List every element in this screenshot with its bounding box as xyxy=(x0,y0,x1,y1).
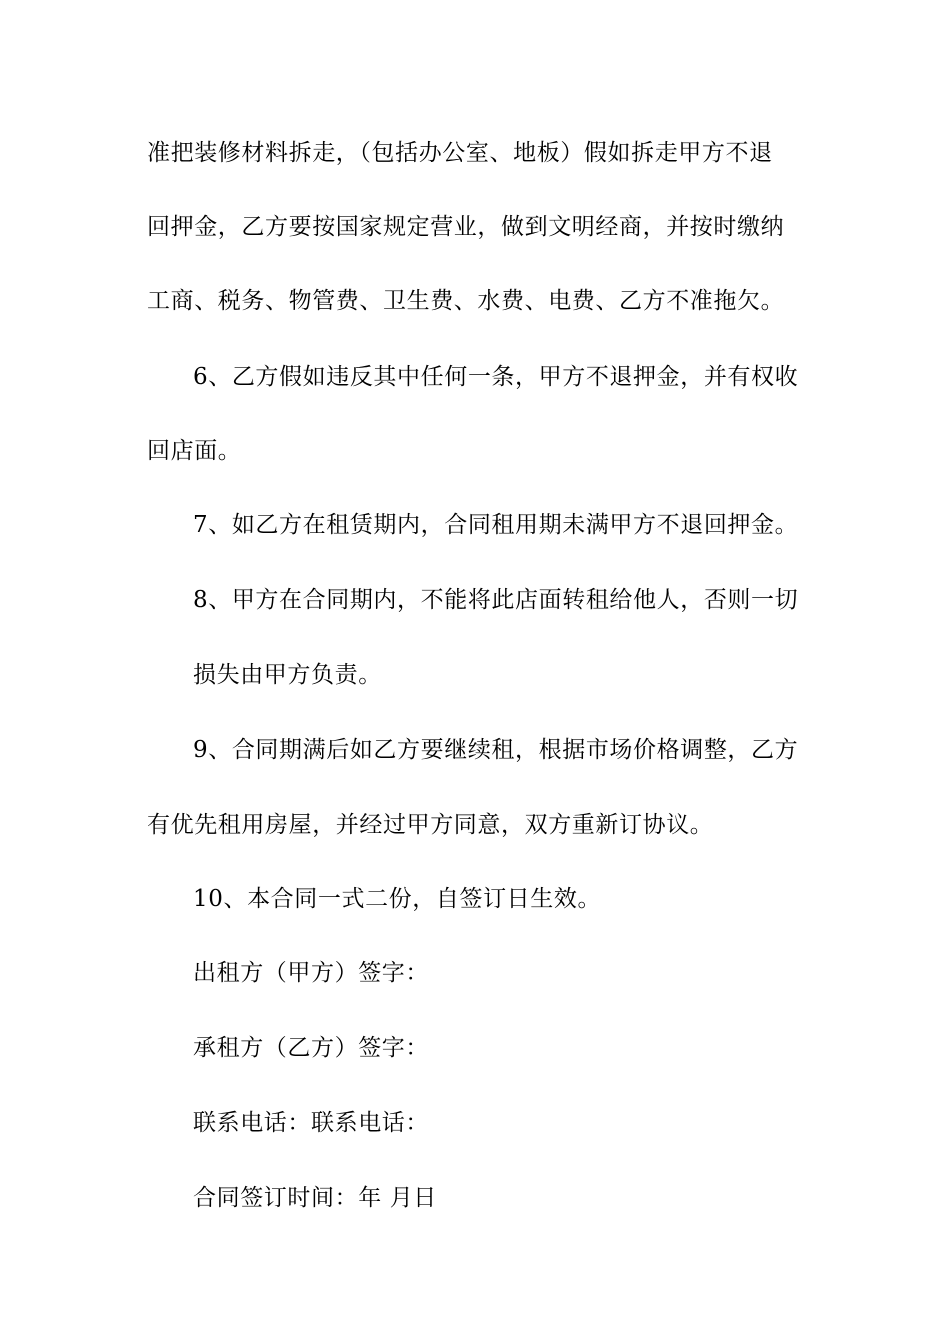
lessor-signature-line: 出租方（甲方）签字： xyxy=(193,960,429,986)
signing-date-line: 合同签订时间：年 月日 xyxy=(193,1185,437,1211)
clause-7: 7、如乙方在租赁期内，合同租用期未满甲方不退回押金。 xyxy=(193,512,799,538)
clause-8-line-2: 损失由甲方负责。 xyxy=(193,662,382,688)
clause-9-line-2: 有优先租用房屋，并经过甲方同意，双方重新订协议。 xyxy=(147,812,714,838)
lessee-signature-line: 承租方（乙方）签字： xyxy=(193,1035,429,1061)
clause-10: 10、本合同一式二份，自签订日生效。 xyxy=(193,886,602,912)
clause-6-line-2: 回店面。 xyxy=(147,438,242,464)
clause-8-line-1: 8、甲方在合同期内，不能将此店面转租给他人，否则一切 xyxy=(193,587,799,613)
clause-5-continued-line-1: 准把装修材料拆走，（包括办公室、地板）假如拆走甲方不退 xyxy=(147,140,773,166)
clause-6-line-1: 6、乙方假如违反其中任何一条，甲方不退押金，并有权收 xyxy=(193,364,799,390)
contact-phone-line: 联系电话：联系电话： xyxy=(193,1110,429,1136)
clause-5-continued-line-3: 工商、税务、物管费、卫生费、水费、电费、乙方不准拖欠。 xyxy=(147,288,785,314)
clause-9-line-1: 9、合同期满后如乙方要继续租，根据市场价格调整，乙方 xyxy=(193,737,799,763)
clause-5-continued-line-2: 回押金，乙方要按国家规定营业，做到文明经商，并按时缴纳 xyxy=(147,214,785,240)
